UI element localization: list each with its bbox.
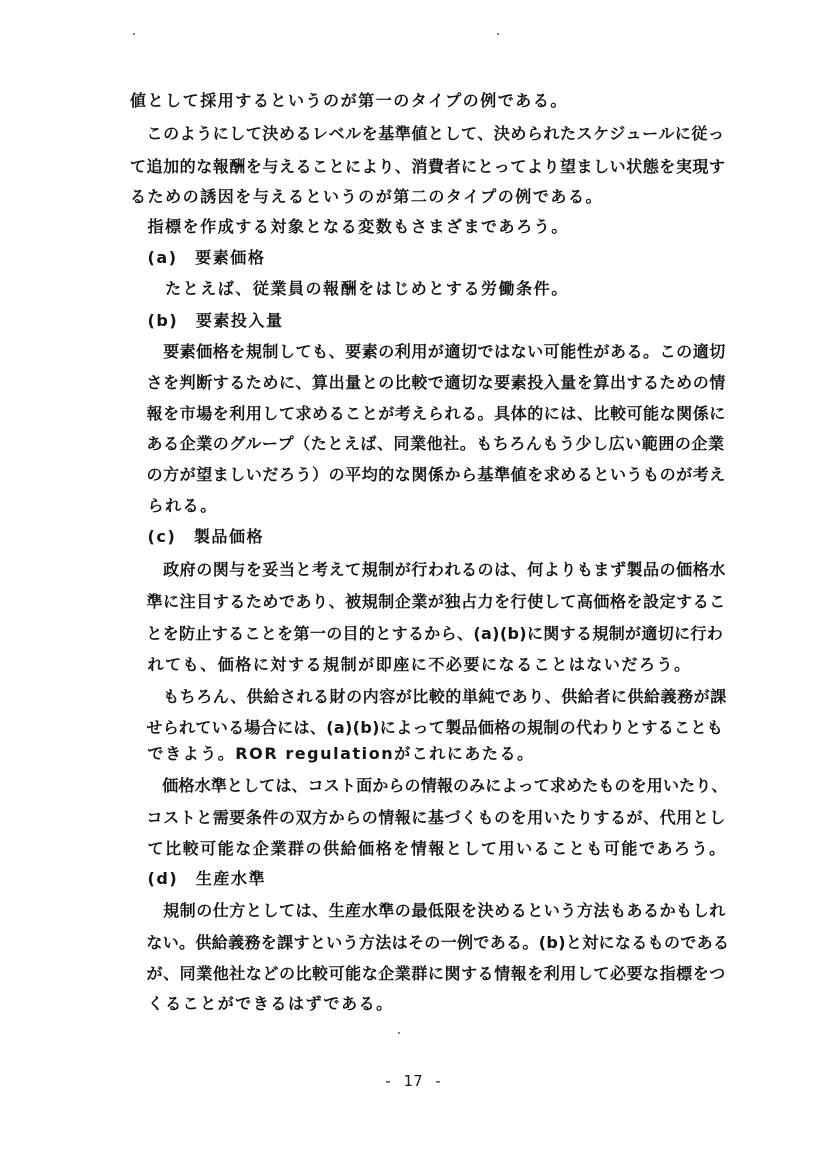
page-number: - 17 - [383, 1072, 444, 1090]
body-text-line: コストと需要条件の双方からの情報に基づくものを用いたりするが、代用とし [130, 808, 726, 827]
scan-speck [398, 1032, 400, 1034]
body-text-line: の方が望ましいだろう）の平均的な関係から基準値を求めるというものが考え [130, 465, 726, 484]
body-text-line: 準に注目するためであり、被規制企業が独占力を行使して高価格を設定するこ [130, 592, 726, 611]
body-text-line: さを判断するために、算出量との比較で適切な要素投入量を算出するための情 [130, 373, 726, 392]
section-heading: (b) 要素投入量 [130, 311, 284, 330]
body-text-line: ある企業のグループ（たとえば、同業他社。もちろんもう少し広い範囲の企業 [130, 434, 725, 453]
body-text-line: このようにして決めるレベルを基準値として、決められたスケジュールに従っ [130, 124, 725, 143]
section-heading: (d) 生産水準 [130, 869, 267, 888]
section-heading: (c) 製品価格 [130, 527, 265, 546]
body-text-line: できよう。ROR regulationがこれにあたる。 [130, 744, 535, 763]
body-text-line: るための誘因を与えるというのが第二のタイプの例である。 [130, 187, 604, 206]
body-text-line: 指標を作成する対象となる変数もさまざまであろう。 [130, 217, 569, 236]
body-text-line: 規制の仕方としては、生産水準の最低限を決めるという方法もあるかもしれ [130, 901, 726, 920]
body-text-line: たとえば、従業員の報酬をはじめとする労働条件。 [130, 279, 569, 298]
body-text-line: 要素価格を規制しても、要素の利用が適切ではない可能性がある。この適切 [130, 342, 726, 361]
scan-speck [133, 33, 135, 35]
body-text-line: とを防止することを第一の目的とするから、(a)(b)に関する規制が適切に行わ [130, 624, 724, 643]
body-text-line: て比較可能な企業群の供給価格を情報として用いることも可能であろう。 [130, 839, 727, 858]
body-text-line: もちろん、供給される財の内容が比較的単純であり、供給者に供給義務が課 [130, 687, 727, 706]
body-text-line: せられている場合には、(a)(b)によって製品価格の規制の代わりとすることも [130, 718, 724, 737]
body-text-line: 報を市場を利用して求めることが考えられる。具体的には、比較可能な関係に [130, 404, 726, 423]
section-heading: (a) 要素価格 [130, 248, 266, 267]
body-text-line: て追加的な報酬を与えることにより、消費者にとってより望ましい状態を実現す [130, 157, 726, 176]
body-text-line: くることができるはずである。 [130, 994, 394, 1013]
body-text-line: 価格水準としては、コスト面からの情報のみによって求めたものを用いたり、 [130, 776, 728, 795]
body-text-line: れても、価格に対する規制が即座に不必要になることはないだろう。 [130, 655, 692, 674]
body-text-line: 値として採用するというのが第一のタイプの例である。 [130, 91, 568, 110]
body-text-line: ない。供給義務を課すという方法はその一例である。(b)と対になるものである [130, 933, 730, 952]
scan-speck [497, 33, 499, 35]
body-text-line: 政府の関与を妥当と考えて規制が行われるのは、何よりもまず製品の価格水 [130, 560, 726, 579]
body-text-line: られる。 [130, 496, 218, 515]
body-text-line: が、同業他社などの比較可能な企業群に関する情報を利用して必要な指標をつ [130, 964, 726, 983]
